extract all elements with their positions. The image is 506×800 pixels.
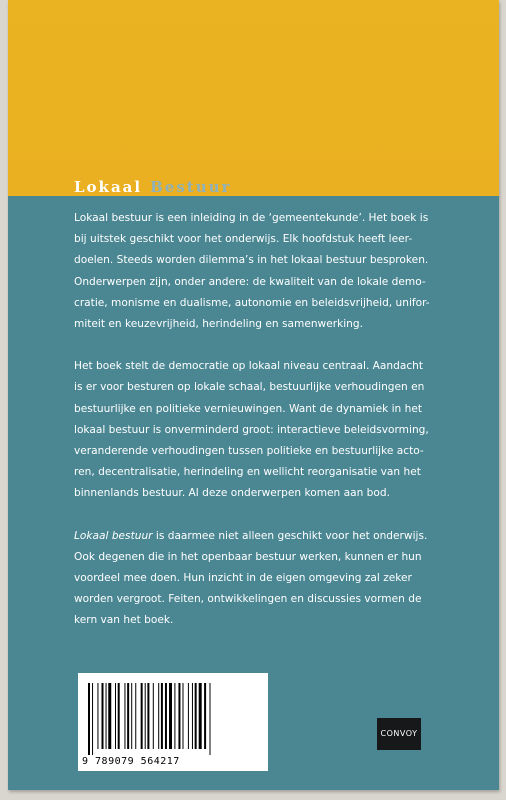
series-title-lokaal: Lokaal xyxy=(74,178,143,196)
blurb-line: worden vergroot. Feiten, ontwikkelingen en discussies vormen de xyxy=(74,593,422,606)
barcode-bar xyxy=(178,683,180,749)
barcode-bar xyxy=(141,683,143,749)
barcode-bar xyxy=(127,683,129,749)
blurb-line: lokaal bestuur is onverminderd groot: interactieve beleidsvorming, xyxy=(74,423,429,436)
blurb-line: miteit en keuzevrijheid, herindeling en samenwerking. xyxy=(74,318,363,331)
series-title xyxy=(74,178,231,196)
isbn-digits: 9 789079 564217 xyxy=(82,756,180,767)
barcode-bar xyxy=(161,683,163,749)
blurb-line-rest: is daarmee niet alleen geschikt voor het onderwijs. xyxy=(152,529,428,542)
blurb-line: bij uitstek geschikt voor het onderwijs. Elk hoofdstuk heeft leer- xyxy=(74,233,413,246)
blurb-line xyxy=(74,526,444,547)
barcode-icon xyxy=(88,683,258,755)
barcode-label xyxy=(78,673,268,771)
barcode-bar xyxy=(204,683,206,749)
barcode-bar xyxy=(192,683,193,749)
barcode-bar xyxy=(135,683,136,749)
blurb-line: bestuurlijke en politieke vernieuwingen. Want de dynamiek in het xyxy=(74,402,423,415)
blurb-line: cratie, monisme en dualisme, autonomie en beleidsvrijheid, unifor- xyxy=(74,296,430,309)
yellow-top-band xyxy=(8,0,499,196)
barcode-bar xyxy=(165,683,167,749)
blurb-line: Het boek stelt de democratie op lokaal niveau centraal. Aandacht xyxy=(74,360,424,373)
barcode-bar xyxy=(124,683,125,749)
barcode-bar xyxy=(188,683,189,749)
barcode-bar xyxy=(92,683,93,755)
back-cover-blurb xyxy=(74,208,444,653)
barcode-bar xyxy=(199,683,202,749)
barcode-bar xyxy=(108,683,111,749)
barcode-bar xyxy=(145,683,146,749)
barcode-bar xyxy=(174,683,175,749)
blurb-paragraph-2 xyxy=(74,356,444,504)
book-back-cover xyxy=(8,0,499,790)
barcode-bar xyxy=(131,683,132,749)
barcode-bar xyxy=(115,683,116,749)
series-title-bestuur: Bestuur xyxy=(150,178,232,196)
barcode-bar xyxy=(158,683,159,749)
book-title-italic: Lokaal bestuur xyxy=(74,529,153,542)
barcode-bar xyxy=(102,683,104,749)
blurb-line: Onderwerpen zijn, onder andere: de kwaliteit van de lokale demo- xyxy=(74,275,426,288)
barcode-bar xyxy=(106,683,107,749)
barcode-bar xyxy=(195,683,197,749)
barcode-bar xyxy=(183,683,184,749)
blurb-line: doelen. Steeds worden dilemma’s in het lokaal bestuur besproken. xyxy=(74,254,429,267)
publisher-logo: CONVOY xyxy=(377,718,421,750)
barcode-bar xyxy=(118,683,120,749)
blurb-line: voordeel mee doen. Hun inzicht in de eigen omgeving zal zeker xyxy=(74,572,412,585)
blurb-line: is er voor besturen op lokale schaal, bestuurlijke verhoudingen en xyxy=(74,381,425,394)
barcode-bar xyxy=(88,683,90,755)
blurb-line: Lokaal bestuur is een inleiding in de ‘gemeentekunde’. Het boek is xyxy=(74,212,429,224)
blurb-line: veranderende verhoudingen tussen politieke en bestuurlijke acto- xyxy=(74,445,424,458)
blurb-paragraph-3 xyxy=(74,526,444,632)
barcode-bar xyxy=(169,683,172,749)
barcode-bar xyxy=(210,683,211,755)
barcode-bar xyxy=(147,683,149,749)
blurb-line: kern van het boek. xyxy=(74,614,174,627)
blurb-line: Ook degenen die in het openbaar bestuur werken, kunnen er hun xyxy=(74,550,422,563)
barcode-bar xyxy=(97,683,98,749)
blurb-line: ren, decentralisatie, herindeling en wellicht reorganisatie van het xyxy=(74,466,421,479)
blurb-line: binnenlands bestuur. Al deze onderwerpen komen aan bod. xyxy=(74,487,390,500)
blurb-paragraph-1 xyxy=(74,208,444,335)
barcode-bar xyxy=(153,683,154,749)
